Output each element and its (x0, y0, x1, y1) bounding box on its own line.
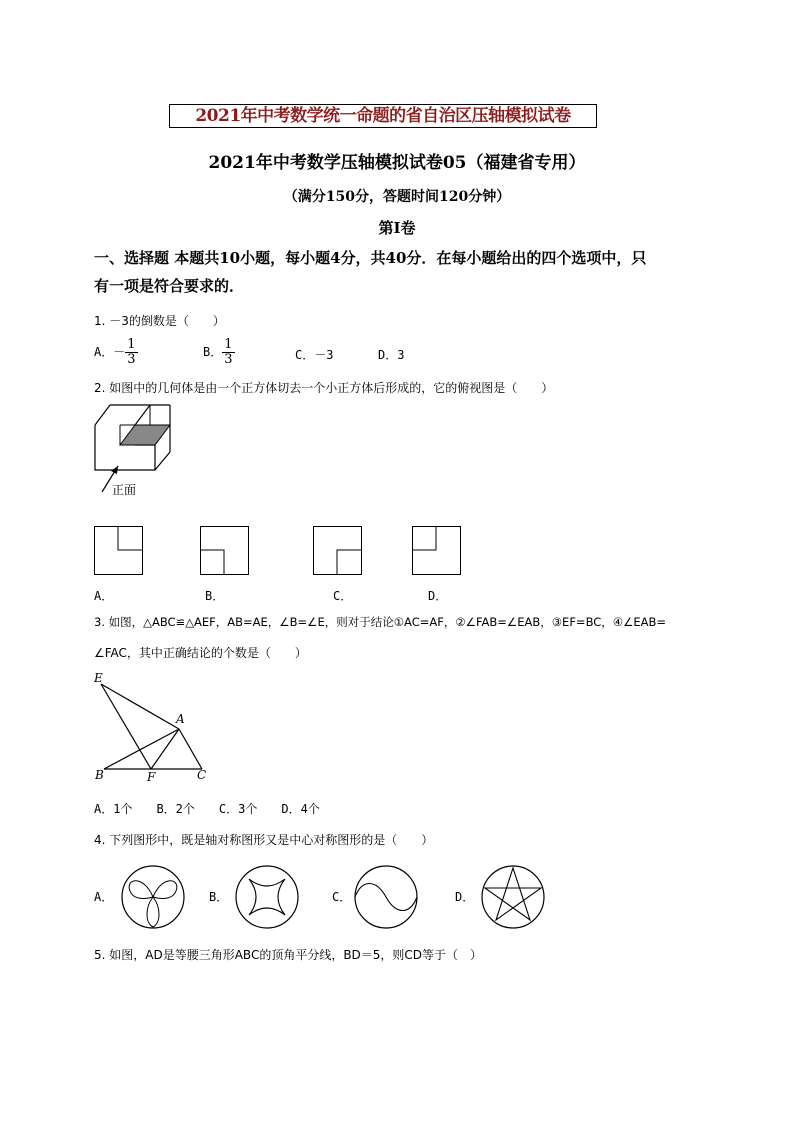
point-a-label: A (176, 712, 185, 726)
top-view-option-a (94, 526, 144, 576)
question-1-option-d: D．3 (378, 348, 405, 362)
section-heading (94, 244, 714, 300)
symbol-option-c (354, 865, 418, 929)
front-label: 正面 (112, 483, 137, 497)
question-5-stem: 5. 如图，AD是等腰三角形ABC的顶角平分线，BD＝5，则CD等于（ ） (94, 948, 483, 962)
section-line-2: 有一项是符合要求的． (94, 277, 245, 295)
question-4-option-b: B． (209, 890, 229, 904)
triangle-figure (94, 672, 214, 784)
question-2-option-a: A． (94, 589, 114, 603)
numerator: 1 (224, 337, 233, 352)
option-b-prefix: B． (203, 345, 223, 359)
symbol-option-a (121, 865, 185, 929)
page-title: 2021年中考数学压轴模拟试卷05（福建省专用） (208, 153, 586, 173)
section-line-1: 一、选择题 本题共10小题，每小题4分，共40分．在每小题给出的四个选项中，只 (94, 249, 647, 267)
fraction (222, 338, 234, 367)
symbol-option-b (235, 865, 299, 929)
point-e-label: E (94, 671, 103, 685)
question-2-option-c: C． (333, 589, 353, 603)
question-3-options: A．1个 B．2个 C．3个 D．4个 (94, 802, 320, 816)
question-1-option-b (203, 338, 235, 367)
question-4-option-a: A． (94, 890, 114, 904)
question-4-stem: 4. 下列图形中，既是轴对称图形又是中心对称图形的是（ ） (94, 833, 434, 847)
question-1-stem: 1. －3的倒数是（ ） (94, 314, 225, 328)
denominator: 3 (224, 352, 233, 367)
point-c-label: C (197, 768, 207, 782)
point-f-label: F (147, 770, 156, 784)
point-b-label: B (95, 768, 104, 782)
question-2-option-d: D． (428, 589, 448, 603)
numerator: 1 (127, 337, 136, 352)
question-1-option-a (94, 338, 138, 367)
volume-heading: 第Ⅰ卷 (378, 219, 416, 237)
symbol-option-d (481, 865, 545, 929)
banner-title: 2021年中考数学统一命题的省自治区压轴模拟试卷 (169, 104, 597, 128)
fraction (125, 338, 137, 367)
question-4-option-d: D． (455, 890, 475, 904)
question-1-option-c: C．－3 (295, 348, 334, 362)
question-3-stem-line-2: ∠FAC，其中正确结论的个数是（ ） (94, 646, 307, 660)
question-2-option-b: B． (205, 589, 225, 603)
top-view-option-c (313, 526, 363, 576)
denominator: 3 (127, 352, 136, 367)
top-view-option-d (412, 526, 462, 576)
option-a-prefix: A．－ (94, 345, 126, 359)
top-view-option-b (200, 526, 250, 576)
question-3-stem-line-1: 3. 如图，△ABC≌△AEF，AB=AE，∠B=∠E，则对于结论①AC=AF，②∠FAB=∠EAB，③EF=BC，④∠EAB= (94, 615, 667, 629)
question-2-stem: 2. 如图中的几何体是由一个正方体切去一个小正方体后形成的，它的俯视图是（ ） (94, 381, 554, 395)
question-4-option-c: C． (332, 890, 352, 904)
subtitle: （满分150分，答题时间120分钟） (283, 189, 511, 205)
